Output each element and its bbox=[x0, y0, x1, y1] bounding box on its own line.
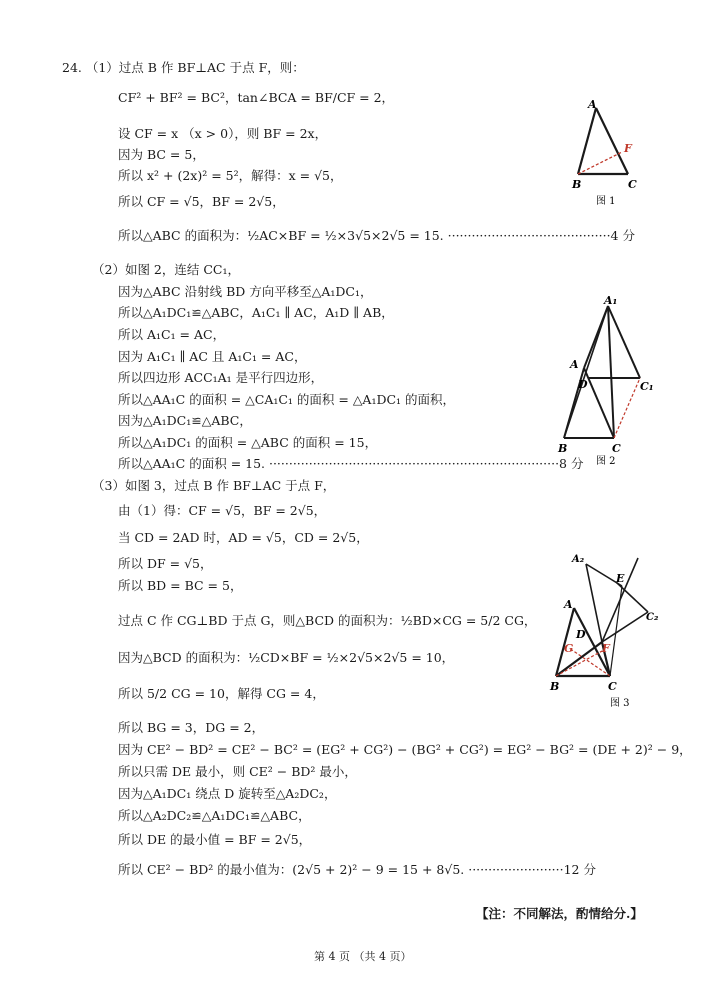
line-solve-x: 所以 x² + (2x)² = 5²，解得：x = √5， bbox=[118, 168, 343, 183]
fig2-label-c1: C₁ bbox=[640, 380, 654, 393]
line-parallelogram: 所以四边形 ACC₁A₁ 是平行四边形， bbox=[118, 370, 324, 385]
line-bc: 因为 BC = 5， bbox=[118, 147, 205, 162]
figure-3 bbox=[546, 546, 666, 712]
fig1-altitude-bf bbox=[578, 152, 622, 174]
fig1-edge-ab bbox=[578, 108, 596, 174]
fig3-label-c: C bbox=[608, 680, 617, 693]
fig2-label-b: B bbox=[558, 442, 568, 455]
grading-note: 【注：不同解法，酌情给分.】 bbox=[476, 906, 643, 921]
line-translate: 因为△ABC 沿射线 BD 方向平移至△A₁DC₁， bbox=[118, 284, 373, 299]
part1-heading: 24. （1）过点 B 作 BF⊥AC 于点 F，则： bbox=[62, 60, 305, 75]
line-bg-dg: 所以 BG = 3，DG = 2， bbox=[118, 720, 265, 735]
fig3-caption: 图 3 bbox=[610, 698, 630, 709]
line-de-min: 所以只需 DE 最小，则 CE² − BD² 最小， bbox=[118, 764, 357, 779]
fig2-caption: 图 2 bbox=[596, 456, 616, 467]
fig1-label-a: A bbox=[588, 98, 597, 111]
line-bcd-area: 因为△BCD 的面积为：½CD×BF = ½×2√5×2√5 = 10， bbox=[118, 650, 455, 665]
line-a1c1-ac: 所以 A₁C₁ = AC， bbox=[118, 327, 226, 342]
line-set-cf: 设 CF = x （x > 0），则 BF = 2x， bbox=[118, 126, 328, 141]
line-df: 所以 DF = √5， bbox=[118, 556, 213, 571]
line-solve-cg: 所以 5/2 CG = 10，解得 CG = 4， bbox=[118, 686, 325, 701]
fig2-ray-bd bbox=[564, 306, 608, 438]
fig2-edge-a1c1 bbox=[608, 306, 640, 378]
fig3-label-d: D bbox=[576, 628, 586, 641]
fig1-edge-ac bbox=[596, 108, 628, 174]
fig3-label-c2: C₂ bbox=[646, 612, 659, 623]
line-congruent2: 因为△A₁DC₁≌△ABC， bbox=[118, 413, 252, 428]
line-cf-bf: 所以 CF = √5，BF = 2√5， bbox=[118, 194, 285, 209]
fig1-label-b: B bbox=[572, 178, 582, 191]
fig2-segment-cc1 bbox=[614, 378, 640, 438]
fig3-edge-a2 bbox=[586, 564, 602, 642]
line-ce-bd: 因为 CE² − BD² = CE² − BC² = (EG² + CG²) − (BG² + CG²) = EG² − BG² = (DE + 2)² − 9， bbox=[118, 742, 692, 757]
part3-heading: （3）如图 3，过点 B 作 BF⊥AC 于点 F， bbox=[92, 478, 336, 493]
line-cd-2ad: 当 CD = 2AD 时，AD = √5，CD = 2√5， bbox=[118, 530, 369, 545]
fig2-label-a: A bbox=[570, 358, 579, 371]
fig1-label-f: F bbox=[624, 142, 632, 155]
line-area-eq: 所以△AA₁C 的面积 = △CA₁C₁ 的面积 = △A₁DC₁ 的面积， bbox=[118, 392, 456, 407]
line-bd-bc: 所以 BD = BC = 5， bbox=[118, 578, 243, 593]
fig2-label-d: D bbox=[578, 378, 588, 391]
line-final-min: 所以 CE² − BD² 的最小值为：(2√5 + 2)² − 9 = 15 + 8√5. ························12 分 bbox=[118, 862, 596, 877]
fig1-caption: 图 1 bbox=[596, 196, 616, 206]
line-area-abc: 所以△ABC 的面积为：½AC×BF = ½×3√5×2√5 = 15. ·········································4 分 bbox=[118, 228, 635, 243]
line-area-15: 所以△A₁DC₁ 的面积 = △ABC 的面积 = 15， bbox=[118, 435, 378, 450]
fig2-label-a1: A₁ bbox=[604, 294, 618, 307]
page-footer: 第 4 页 （共 4 页） bbox=[314, 950, 412, 963]
fig3-label-a: A bbox=[564, 598, 573, 611]
line-pythag-tan: CF² + BF² = BC²，tan∠BCA = BF/CF = 2， bbox=[118, 90, 395, 105]
line-area-aa1c: 所以△AA₁C 的面积 = 15. ·········································································8 分 bbox=[118, 456, 584, 471]
fig2-label-c: C bbox=[612, 442, 621, 455]
fig3-label-f: F bbox=[602, 642, 610, 655]
fig3-label-g: G bbox=[564, 642, 574, 655]
line-parallel-eq: 因为 A₁C₁ ∥ AC 且 A₁C₁ = AC， bbox=[118, 349, 307, 364]
fig1-label-c: C bbox=[628, 178, 637, 191]
figure-2 bbox=[556, 292, 666, 468]
line-congruent3: 所以△A₂DC₂≌△A₁DC₁≌△ABC， bbox=[118, 808, 311, 823]
fig3-label-e: E bbox=[616, 572, 625, 585]
line-cg-area: 过点 C 作 CG⊥BD 于点 G，则△BCD 的面积为：½BD×CG = 5/2 CG， bbox=[118, 613, 537, 628]
line-from-part1: 由（1）得：CF = √5，BF = 2√5， bbox=[118, 503, 327, 518]
fig3-label-b: B bbox=[550, 680, 560, 693]
line-congruent1: 所以△A₁DC₁≌△ABC，A₁C₁ ∥ AC，A₁D ∥ AB， bbox=[118, 305, 394, 320]
line-de-value: 所以 DE 的最小值 = BF = 2√5， bbox=[118, 832, 312, 847]
fig3-label-a2: A₂ bbox=[572, 554, 585, 565]
figure-1 bbox=[566, 96, 656, 206]
part2-heading: （2）如图 2，连结 CC₁， bbox=[92, 262, 240, 277]
line-rotate: 因为△A₁DC₁ 绕点 D 旋转至△A₂DC₂， bbox=[118, 786, 337, 801]
fig2-edge-a1c bbox=[608, 306, 614, 438]
